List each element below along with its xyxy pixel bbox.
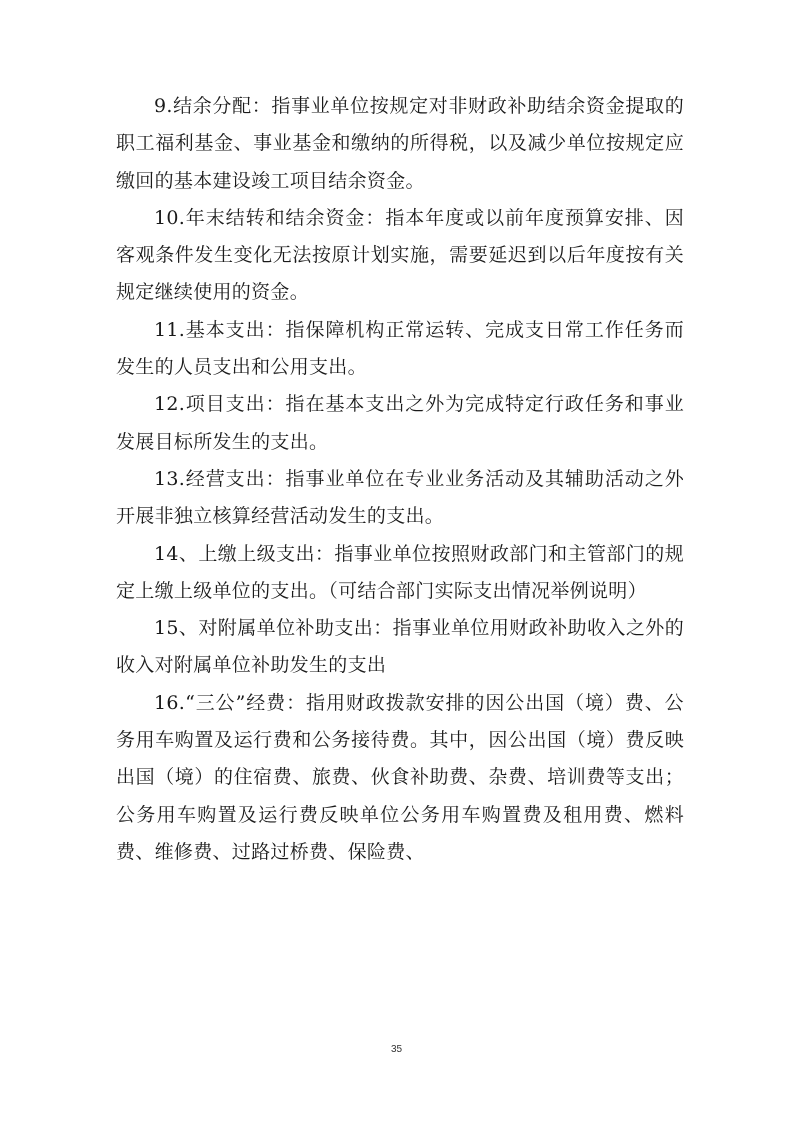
paragraph-item-10: 10.年末结转和结余资金：指本年度或以前年度预算安排、因客观条件发生变化无法按原计划实施，需要延迟到以后年度按有关规定继续使用的资金。 [116, 206, 684, 304]
document-body [116, 88, 684, 871]
paragraph-item-11: 11.基本支出：指保障机构正常运转、完成支日常工作任务而发生的人员支出和公用支出。 [116, 318, 684, 379]
paragraph-item-15: 15、对附属单位补助支出：指事业单位用财政补助收入之外的收入对附属单位补助发生的支出 [116, 617, 684, 677]
paragraph-item-14: 14、上缴上级支出：指事业单位按照财政部门和主管部门的规定上缴上级单位的支出。（可结合部门实际支出情况举例说明） [116, 542, 684, 602]
paragraph-item-13: 13.经营支出：指事业单位在专业业务活动及其辅助活动之外开展非独立核算经营活动发生的支出。 [116, 467, 684, 528]
paragraph-item-12: 12.项目支出：指在基本支出之外为完成特定行政任务和事业发展目标所发生的支出。 [116, 393, 684, 453]
paragraph-item-9: 9.结余分配：指事业单位按规定对非财政补助结余资金提取的职工福利基金、事业基金和缴纳的所得税，以及减少单位按规定应缴回的基本建设竣工项目结余资金。 [116, 95, 684, 192]
page-number: 35 [390, 1044, 403, 1055]
paragraph-item-16: 16.“三公”经费：指用财政拨款安排的因公出国（境）费、公务用车购置及运行费和公务接待费。其中，因公出国（境）费反映出国（境）的住宿费、旅费、伙食补助费、杂费、培训费等支出；公务用车购置及运行费反映单位公务用车购置费及租用费、燃料费、维修费、过路过桥费、保险费、 [116, 691, 684, 863]
